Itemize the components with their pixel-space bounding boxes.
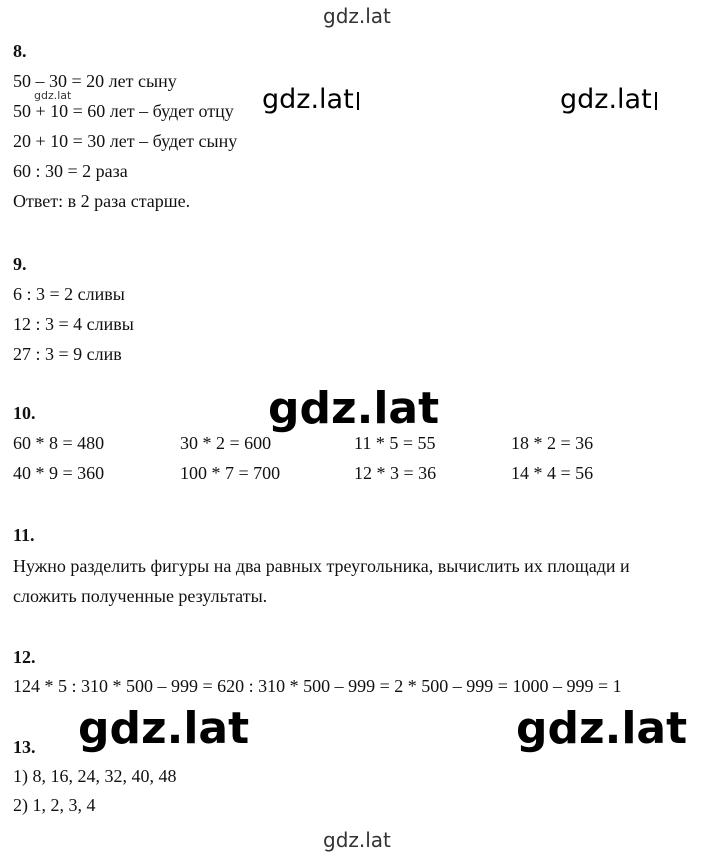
task-8-line: 20 + 10 = 30 лет – будет сыну — [13, 131, 238, 151]
task-10-cell: 30 * 2 = 600 — [180, 433, 272, 453]
watermark-mid-right-text: gdz.lat — [560, 84, 652, 115]
task-10-cell: 12 * 3 = 36 — [354, 463, 437, 483]
task-9-line: 12 : 3 = 4 сливы — [13, 314, 134, 334]
task-9-line: 27 : 3 = 9 слив — [13, 344, 122, 364]
watermark-low-left: gdz.lat — [78, 703, 250, 754]
task-11-line: Нужно разделить фигуры на два равных треугольника, вычислить их площади и — [13, 556, 630, 576]
task-13-line: 1) 8, 16, 24, 32, 40, 48 — [13, 766, 177, 786]
task-8-line: 60 : 30 = 2 раза — [13, 161, 128, 181]
watermark-mid-left-text: gdz.lat — [262, 84, 354, 115]
task-9-number: 9. — [13, 254, 27, 274]
watermark-center: gdz.lat — [268, 383, 440, 434]
task-10-cell: 60 * 8 = 480 — [13, 433, 105, 453]
task-10-cell: 100 * 7 = 700 — [180, 463, 281, 483]
watermark-top: gdz.lat — [323, 4, 391, 28]
task-10-cell: 18 * 2 = 36 — [511, 433, 594, 453]
task-8-number: 8. — [13, 41, 27, 61]
task-11-number: 11. — [13, 525, 35, 545]
task-8-answer: Ответ: в 2 раза старше. — [13, 191, 191, 211]
watermark-small: gdz.lat — [34, 89, 72, 102]
watermark-bottom: gdz.lat — [323, 828, 391, 852]
task-10-cell: 40 * 9 = 360 — [13, 463, 105, 483]
task-12-line: 124 * 5 : 310 * 500 – 999 = 620 : 310 * 500 – 999 = 2 * 500 – 999 = 1000 – 999 = 1 — [13, 676, 622, 696]
watermark-mid-right — [560, 84, 657, 115]
task-10-cell: 11 * 5 = 55 — [354, 433, 436, 453]
cursor-mark — [357, 92, 359, 110]
task-8-line: 50 + 10 = 60 лет – будет отцу — [13, 101, 234, 121]
task-8-line: 50 – 30 = 20 лет сыну — [13, 71, 177, 91]
watermark-low-right: gdz.lat — [516, 703, 688, 754]
task-12-number: 12. — [13, 647, 36, 667]
task-10-cell: 14 * 4 = 56 — [511, 463, 594, 483]
task-9-line: 6 : 3 = 2 сливы — [13, 284, 125, 304]
watermark-mid-left — [262, 84, 359, 115]
task-13-number: 13. — [13, 737, 36, 757]
task-10-number: 10. — [13, 403, 36, 423]
cursor-mark — [655, 92, 657, 110]
task-11-line: сложить полученные результаты. — [13, 586, 268, 606]
task-13-line: 2) 1, 2, 3, 4 — [13, 795, 96, 815]
